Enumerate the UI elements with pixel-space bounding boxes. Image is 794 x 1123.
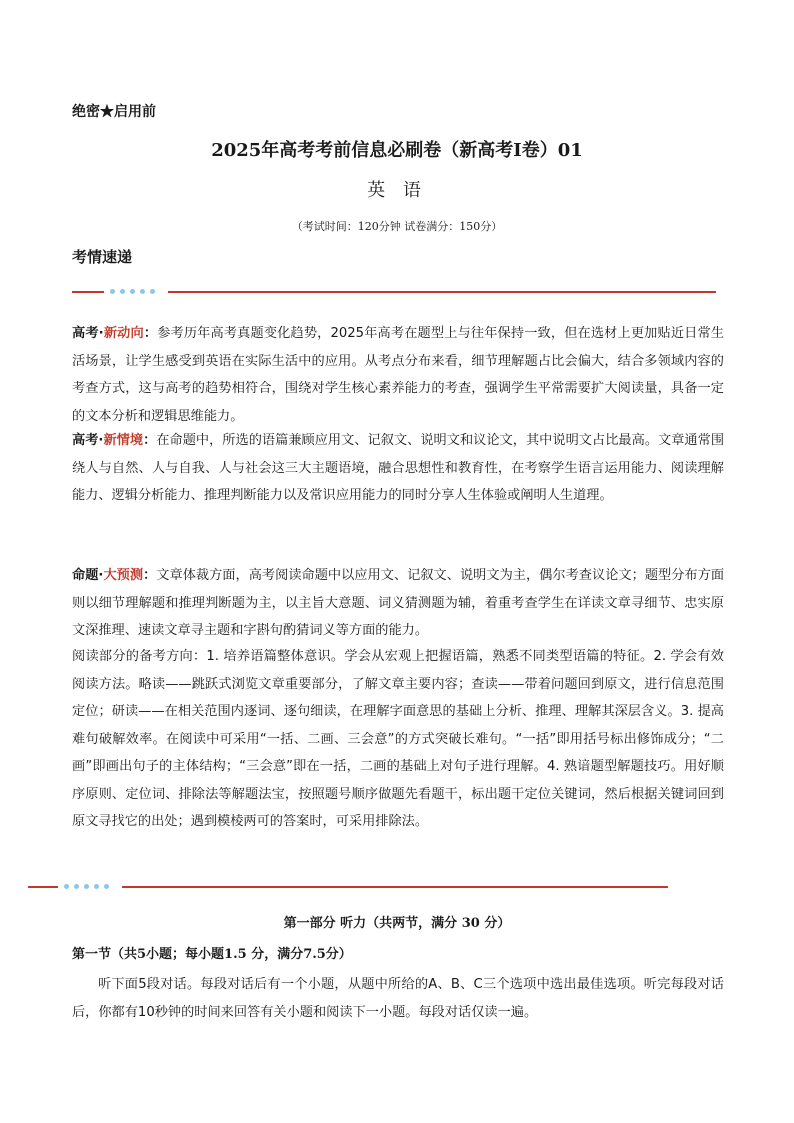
divider-dot <box>84 884 89 889</box>
exam-title: 2025年高考考前信息必刷卷（新高考I卷）01 <box>211 140 583 161</box>
divider-dot <box>74 884 79 889</box>
subject-title: 英 语 <box>367 180 427 201</box>
section-heading: 考情速递 <box>72 248 133 266</box>
divider-dot <box>120 289 125 294</box>
paragraph-reading-guide <box>72 643 724 836</box>
divider-dot <box>110 289 115 294</box>
section-one-heading: 第一节（共5小题；每小题1.5 分，满分7.5分） <box>72 947 352 962</box>
divider-line-left <box>28 886 58 888</box>
paragraph-text: 参考历年高考真题变化趋势，2025年高考在题型上与往年保持一致，但在选材上更加贴近日常生活场景，让学生感受到英语在实际生活中的应用。从考点分布来看，细节理解题占比会偏大，结合多领域内容的考查方式，这与高考的趋势相符合，围绕对学生核心素养能力的考查，强调学生平常需要扩大阅读量，具备一定的文本分析和逻辑思维能力。 <box>72 326 725 424</box>
confidential-label: 绝密★启用前 <box>72 104 156 120</box>
part-title: 第一部分 听力（共两节，满分 30 分） <box>283 916 511 931</box>
divider-dot <box>140 289 145 294</box>
divider-dot <box>130 289 135 294</box>
divider-line-right <box>122 886 668 888</box>
listening-instructions: 听下面5段对话。每段对话后有一个小题，从题中所给的A、B、C三个选项中选出最佳选项。听完每段对话后，你都有10秒钟的时间来回答有关小题和阅读下一小题。每段对话仅读一遍。 <box>72 977 724 1020</box>
bottom-divider <box>28 884 668 890</box>
paragraph-lead: 高考·新情境： <box>72 433 157 448</box>
paragraph-lead: 命题·大预测： <box>72 568 157 583</box>
divider-dot <box>64 884 69 889</box>
divider-line-right <box>168 291 716 293</box>
divider-dot <box>94 884 99 889</box>
divider-dot <box>150 289 155 294</box>
divider-dot <box>104 884 109 889</box>
divider-line-left <box>72 291 104 293</box>
paragraph-new-context <box>72 427 724 510</box>
top-divider <box>72 289 716 295</box>
paragraph-text: 阅读部分的备考方向：1. 培养语篇整体意识。学会从宏观上把握语篇，熟悉不同类型语篇的特征。2. 学会有效阅读方法。略读——跳跃式浏览文章重要部分，了解文章主要内容；查读——带着问题回到原文，进行信息范围定位；研读——在相关范围内逐词、逐句细读，在理解字面意思的基础上分析、推理、理解其深层含义。3. 提高难句破解效率。在阅读中可采用“一括、二画、三会意”的方式突破长难句。“一括”即用括号标出修饰成分；“二画”即画出句子的主体结构；“三会意”即在一括，二画的基础上对句子进行理解。4. 熟谙题型解题技巧。用好顺序原则、定位词、排除法等解题法宝，按照题号顺序做题先看题干，标出题干定位关键词，然后根据关键词回到原文寻找它的出处；遇到模棱两可的答案时，可采用排除法。 <box>72 649 724 829</box>
paragraph-text: 文章体裁方面，高考阅读命题中以应用文、记叙文、说明文为主，偶尔考查议论文；题型分布方面则以细节理解题和推理判断题为主，以主旨大意题、词义猜测题为辅，着重考查学生在详读文章寻细节、忠实原文深推理、速读文章寻主题和字斟句酌猜词义等方面的能力。 <box>72 568 725 638</box>
paragraph-lead: 高考·新动向： <box>72 326 158 341</box>
exam-info: （考试时间：120分钟 试卷满分：150分） <box>291 220 503 233</box>
paragraph-text: 在命题中，所选的语篇兼顾应用文、记叙文、说明文和议论文，其中说明文占比最高。文章通常围绕人与自然、人与自我、人与社会这三大主题语境，融合思想性和教育性，在考察学生语言运用能力、阅读理解能力、逻辑分析能力、推理判断能力以及常识应用能力的同时分享人生体验或阐明人生道理。 <box>72 433 725 503</box>
paragraph-prediction <box>72 562 724 645</box>
paragraph-new-trend <box>72 320 724 430</box>
